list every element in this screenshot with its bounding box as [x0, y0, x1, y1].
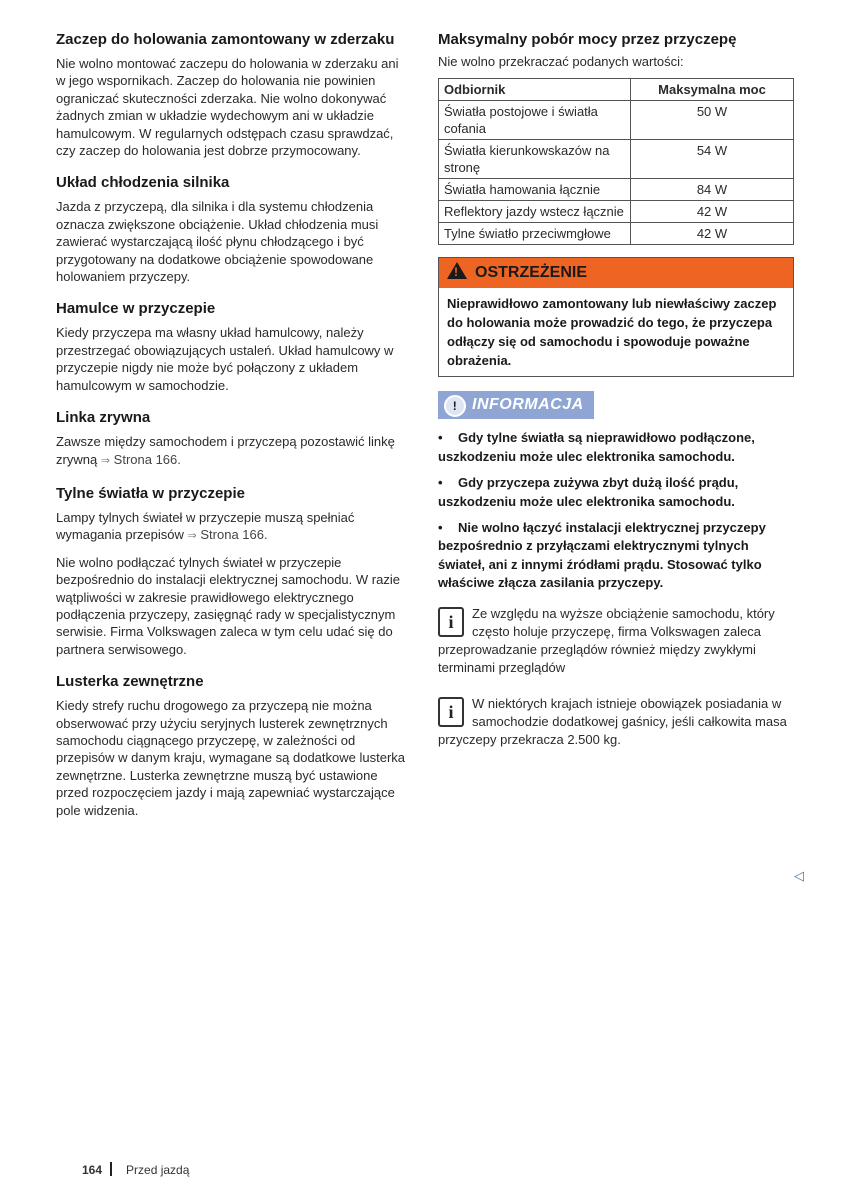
table-row [439, 223, 794, 245]
power-table [438, 78, 794, 245]
note-info-icon: i [438, 697, 464, 727]
list-item: • Nie wolno łączyć instalacji elektrycznej przyczepy bezpośrednio z przyłączami elektrycznymi tylnych świateł, ani z innymi źródłami prądu. Stosować tylko właściwe złącza zasilania przyczepy. [438, 520, 766, 591]
bullet-icon: • [438, 475, 443, 491]
trailer-lights-text: Lampy tylnych świateł w przyczepie muszą spełniać wymagania przepisów [56, 509, 355, 543]
left-column [56, 30, 408, 827]
page-footer [82, 1162, 189, 1177]
para-trailer-lights-2: Nie wolno podłączać tylnych świateł w przyczepie bezpośrednio do instalacji elektrycznej samochodu. W razie wątpliwości w zakresie prawidłowego elektrycznego podłączenia przyczepy, zasięgnąć rady w specjalistycznym serwisie. Firma Volkswagen zaleca w tym celu udać się do partnera serwisowego. [56, 554, 400, 657]
section-name: Przed jazdą [126, 1163, 190, 1177]
warning-text: Nieprawidłowo zamontowany lub niewłaściwy zaczep do holowania może prowadzić do tego, że przyczepa odłączy się od samochodu i spowoduje poważne obrażenia. [447, 296, 777, 369]
table-row [439, 101, 794, 140]
ref-arrow-icon: ⇒ [187, 530, 197, 543]
page-reference-link[interactable]: Strona 166. [113, 451, 181, 467]
heading-towbar: Zaczep do holowania zamontowany w zderzaku [56, 31, 395, 48]
table-cell: Tylne światło przeciwmgłowe [439, 223, 631, 245]
heading-mirrors: Lusterka zewnętrzne [56, 673, 204, 691]
info-title: INFORMACJA [472, 396, 584, 414]
para-trailer-lights-1 [56, 509, 408, 546]
table-cell: Światła hamowania łącznie [439, 179, 631, 201]
warning-title: OSTRZEŻENIE [475, 264, 588, 282]
para-trailer-brakes: Kiedy przyczepa ma własny układ hamulcowy, należy przestrzegać obowiązujących ustaleń. Układ hamulcowy w przyczepie nigdy nie może być połączony z układem hamulcowym w samochodzie. [56, 325, 394, 393]
para-mirrors: Kiedy strefy ruchu drogowego za przyczepą nie można obserwować przy użyciu seryjnych lusterek zewnętrznych samochodu ciągnącego przyczepę, w zależności od przepisów w danym kraju, wymagane są dodatkowe lusterka zewnętrzne. Lusterka zewnętrzne muszą być ustawione przed rozpoczęciem jazdy i mają zapewniać wystarczające pole widzenia. [56, 698, 406, 818]
table-header-max-power: Maksymalna moc [631, 79, 794, 101]
table-row [439, 140, 794, 179]
heading-breakaway-cable: Linka zrywna [56, 409, 151, 427]
page-number: 164 [82, 1163, 103, 1177]
warning-triangle-icon: ! [447, 262, 467, 279]
table-row [439, 179, 794, 201]
info-list [438, 429, 794, 592]
para-towbar: Nie wolno montować zaczepu do holowania w zderzaku ani w jego wspornikach. Zaczep do holowania nie powinien ograniczać skuteczności zderzaka. Nie wolno dokonywać żadnych zmian w układzie wydechowym ani w układzie hamulcowym. W regularnych odstępach czasu sprawdzać, czy zaczep do holowania jest dobrze przymocowany. [56, 56, 399, 159]
table-row [439, 201, 794, 223]
para-cooling: Jazda z przyczepą, dla silnika i dla systemu chłodzenia oznacza zwiększone obciążenie. Układ chłodzenia musi zawierać wystarczającą ilość płynu chłodzącego i być przygotowany na dodatkowe obciążenie spowodowane holowaniem przyczepy. [56, 199, 379, 285]
page-reference-link[interactable]: Strona 166. [200, 527, 268, 543]
heading-cooling: Układ chłodzenia silnika [56, 174, 230, 192]
info-header [438, 391, 594, 419]
breakaway-text: Zawsze między samochodem i przyczepą pozostawić linkę zrywną [56, 434, 395, 467]
list-item: • Gdy przyczepa zużywa zbyt dużą ilość prądu, uszkodzeniu może ulec elektronika samochodu. [438, 475, 739, 509]
table-header-row [439, 79, 794, 101]
heading-trailer-brakes: Hamulce w przyczepie [56, 300, 216, 318]
footer-divider [110, 1162, 112, 1176]
note-info-icon: i [438, 607, 464, 637]
note-extinguisher-text: W niektórych krajach istnieje obowiązek posiadania w samochodzie dodatkowej gaśnicy, jeśli całkowita masa przyczepy przekracza 2.500 kg. [438, 695, 787, 747]
table-cell: Światła kierunkowskazów na stronę [439, 140, 631, 179]
table-cell: 50 W [631, 101, 794, 140]
table-cell: Światła postojowe i światła cofania [439, 101, 631, 140]
note-service [438, 605, 794, 677]
table-cell: 42 W [631, 201, 794, 223]
para-breakaway-cable [56, 433, 408, 470]
power-intro: Nie wolno przekraczać podanych wartości: [438, 54, 684, 69]
info-circle-icon: ! [444, 395, 466, 417]
bullet-icon: • [438, 520, 443, 536]
right-column [438, 30, 794, 749]
table-cell: Reflektory jazdy wstecz łącznie [439, 201, 631, 223]
heading-trailer-lights: Tylne światła w przyczepie [56, 484, 245, 502]
heading-power-draw: Maksymalny pobór mocy przez przyczepę [438, 31, 737, 48]
back-arrow-icon[interactable]: ◁ [794, 868, 804, 883]
list-item: • Gdy tylne światła są nieprawidłowo podłączone, uszkodzeniu może ulec elektronika samochodu. [438, 430, 755, 464]
bullet-icon: • [438, 430, 443, 446]
warning-box [438, 257, 794, 377]
table-cell: 84 W [631, 179, 794, 201]
ref-arrow-icon: ⇒ [100, 454, 111, 467]
warning-header [439, 258, 793, 288]
table-cell: 54 W [631, 140, 794, 179]
table-cell: 42 W [631, 223, 794, 245]
note-extinguisher [438, 695, 794, 749]
table-header-consumer: Odbiornik [439, 79, 631, 101]
note-service-text: Ze względu na wyższe obciążenie samochodu, który często holuje przyczepę, firma Volkswagen zaleca przeprowadzanie przeglądów również między zwykłymi terminami przeglądów [438, 605, 775, 675]
